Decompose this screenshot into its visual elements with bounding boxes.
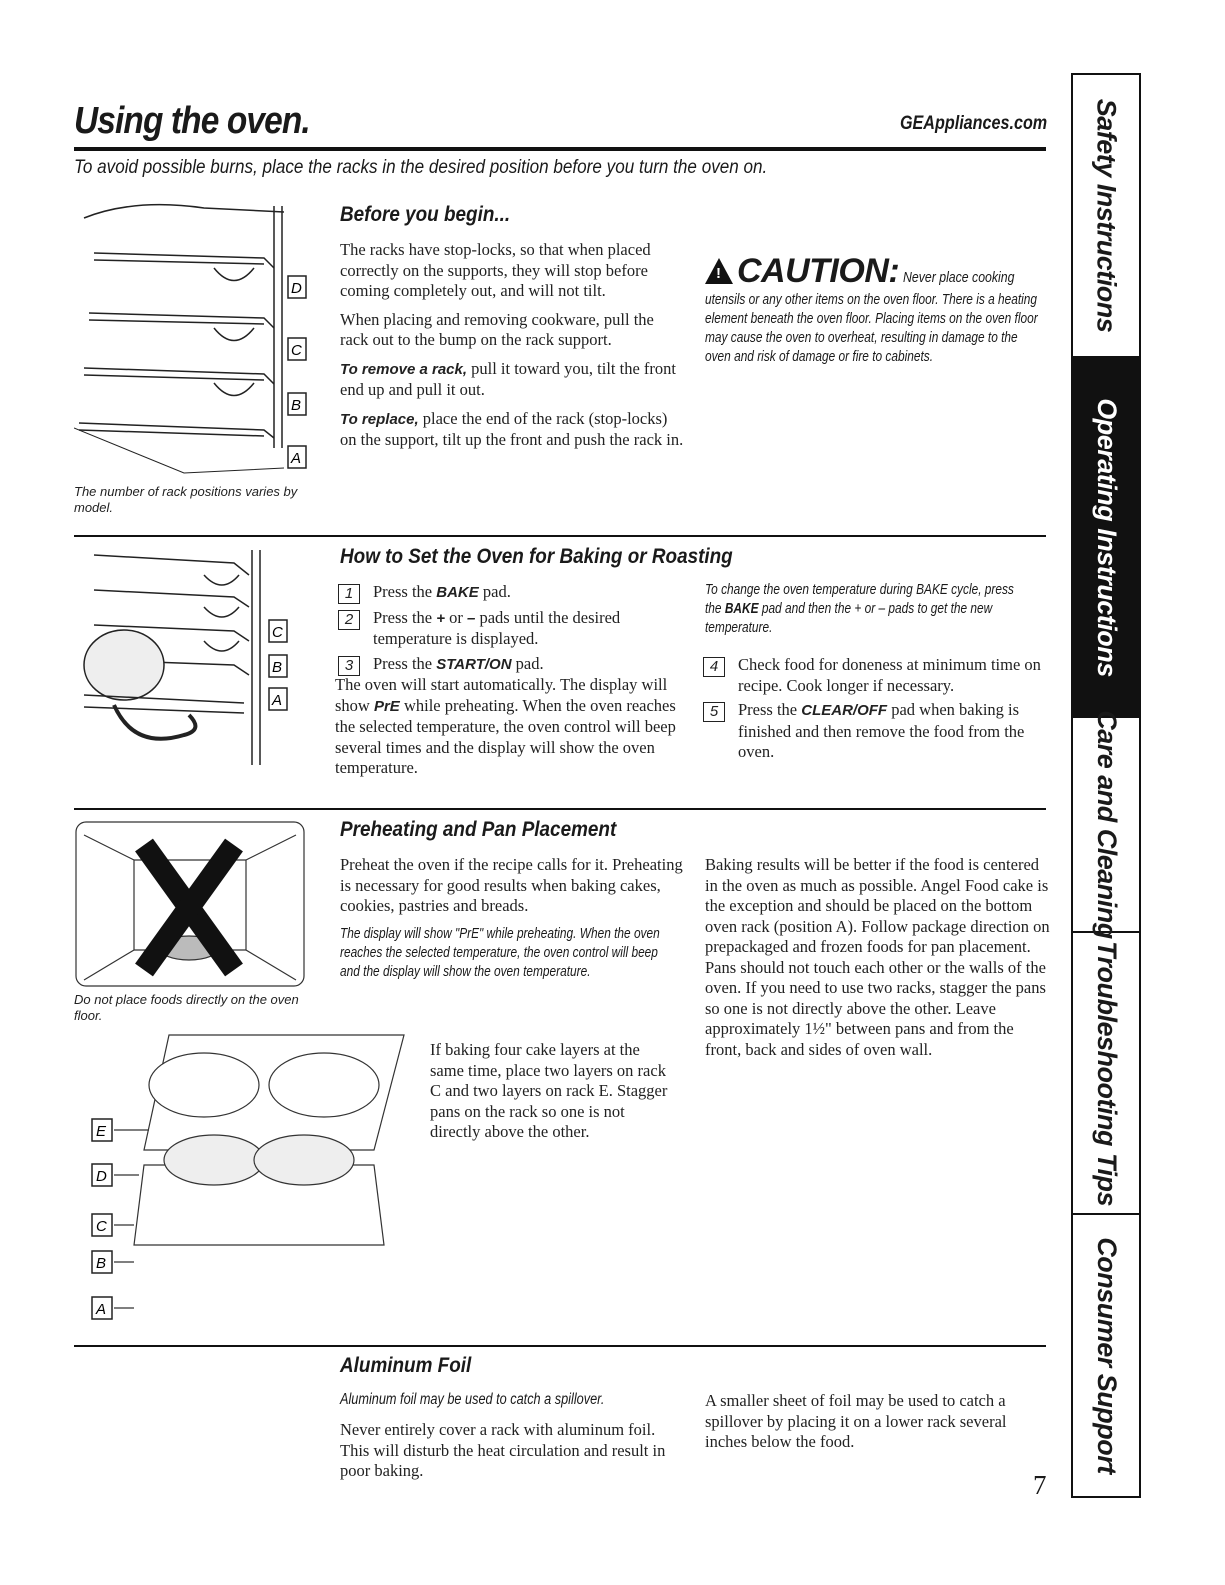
rack-label-a: A — [272, 692, 283, 709]
page-title: Using the oven. — [74, 100, 310, 142]
foil-p1: Never entirely cover a rack with aluminum foil. This will disturb the heat circulation and result in poor baking. — [340, 1420, 666, 1480]
bake-title: How to Set the Oven for Baking or Roasting — [340, 545, 733, 568]
warning-icon — [705, 258, 733, 284]
step-4: 4 Check food for doneness at minimum time on recipe. Cook longer if necessary. — [700, 655, 1045, 696]
caution-text: utensils or any other items on the oven floor. There is a heating element beneath the oven floor. Placing items on the oven floor may cause the oven to overheat, resulting in damage to the oven and risk of damage or fire to cabinets. — [705, 292, 1038, 365]
section-rule — [74, 535, 1046, 537]
rack-label-d: D — [291, 280, 302, 297]
step-number: 4 — [703, 657, 725, 677]
caution-lead: Never place cooking — [903, 269, 1015, 286]
rack-label-c: C — [291, 342, 302, 359]
preheat-p2: The display will show "PrE" while preheating. When the oven reaches the selected temperature, the oven control will beep and the display will show the oven temperature. — [340, 926, 660, 980]
before-p2: When placing and removing cookware, pull the rack out to the bump on the rack support. — [340, 309, 654, 349]
replace-rack-label: To replace, — [340, 410, 419, 428]
oven-baking-illustration — [74, 545, 296, 770]
rack-label-e: E — [96, 1123, 107, 1140]
bake-pad-label: BAKE — [436, 584, 479, 601]
step-number: 5 — [703, 702, 725, 722]
oven-floor-warning-illustration — [74, 820, 306, 990]
before-p1: The racks have stop-locks, so that when placed correctly on the supports, they will stop before coming completely out, and will not tilt. — [340, 240, 651, 300]
remove-rack-text: To remove a rack, pull it toward you, tilt the front end up and pull it out. — [340, 358, 676, 399]
foil-title: Aluminum Foil — [340, 1354, 472, 1377]
rack-label-c: C — [96, 1218, 107, 1235]
oven-floor-caption: Do not place foods directly on the oven floor. — [74, 992, 299, 1023]
step-3: 3 Press the START/ON pad. — [335, 654, 680, 676]
rack-label-b: B — [272, 659, 283, 676]
clear-off-pad-label: CLEAR/OFF — [801, 702, 888, 719]
step-number: 1 — [338, 584, 360, 604]
rack-label-b: B — [96, 1255, 107, 1272]
page-number: 7 — [1033, 1470, 1047, 1500]
tab-consumer-support[interactable]: Consumer Support — [1091, 1237, 1122, 1474]
rack-label-c: C — [272, 624, 283, 641]
remove-rack-label: To remove a rack, — [340, 360, 468, 378]
step-2: 2 Press the + or – pads until the desired temperature is displayed. — [335, 608, 680, 650]
replace-rack-text: To replace, place the end of the rack (stop-locks) on the support, tilt up the front and push the rack in. — [340, 408, 684, 449]
tab-safety-instructions[interactable]: Safety Instructions — [1073, 75, 1139, 358]
website-url: GEAppliances.com — [899, 113, 1047, 134]
tab-operating-instructions[interactable]: Operating Instructions — [1073, 358, 1139, 718]
rack-label-a: A — [291, 450, 302, 467]
rack-caption: The number of rack positions varies by model. — [74, 484, 298, 515]
section-rule — [74, 808, 1046, 810]
pan-placement-text: Baking results will be better if the food is centered in the oven as much as possible. Angel Food cake is the exception and should be placed on the bottom oven rack (position A). Follow package direction on prepackaged and frozen foods for pan placement. Pans should not touch each other or the walls of the oven. If you need to use two racks, stagger the pans so one is not directly above the other. Leave approximately 1½" between pans and from the front, back and sides of oven wall. — [705, 855, 1050, 1059]
tab-care-and-cleaning[interactable]: Care and Cleaning — [1073, 718, 1139, 933]
caution-heading: CAUTION: — [737, 252, 900, 290]
side-tab-nav — [1071, 73, 1141, 1498]
step-number: 3 — [338, 656, 360, 676]
header-rule — [74, 147, 1046, 151]
foil-lead: Aluminum foil may be used to catch a spillover. — [340, 1391, 605, 1408]
rack-positions-illustration — [74, 198, 310, 480]
preheat-p1: Preheat the oven if the recipe calls for it. Preheating is necessary for good results when baking cakes, cookies, pastries and breads. — [340, 855, 683, 915]
section-rule — [74, 1345, 1046, 1347]
intro-warning: To avoid possible burns, place the racks in the desired position before you turn the oven on. — [74, 157, 768, 178]
caution-box — [705, 252, 1045, 367]
change-temp-note: To change the oven temperature during BAKE cycle, press the BAKE pad and then the + or – pads to get the new temperature. — [705, 582, 1014, 636]
cake-layer-text: If baking four cake layers at the same time, place two layers on rack C and two layers on rack E. Stagger pans on the rack so one is not directly above the other. — [430, 1040, 668, 1141]
tab-troubleshooting-tips[interactable]: Troubleshooting Tips — [1073, 933, 1139, 1215]
before-title: Before you begin... — [340, 203, 511, 226]
step-1: 1 Press the BAKE pad. — [335, 582, 680, 604]
step-number: 2 — [338, 610, 360, 630]
bake-after-text: The oven will start automatically. The display will show PrE while preheating. When the oven reaches the selected temperature, the oven control will beep several times and the display will show the oven temperature. — [335, 675, 676, 777]
rack-label-d: D — [96, 1168, 107, 1185]
rack-label-a: A — [96, 1301, 107, 1318]
preheat-title: Preheating and Pan Placement — [340, 818, 617, 841]
foil-p2: A smaller sheet of foil may be used to catch a spillover by placing it on a lower rack several inches below the food. — [705, 1391, 1007, 1451]
rack-label-b: B — [291, 397, 302, 414]
step-5: 5 Press the CLEAR/OFF pad when baking is finished and then remove the food from the oven. — [700, 700, 1045, 763]
start-pad-label: START/ON — [436, 655, 512, 673]
cake-layer-illustration — [74, 1030, 424, 1325]
